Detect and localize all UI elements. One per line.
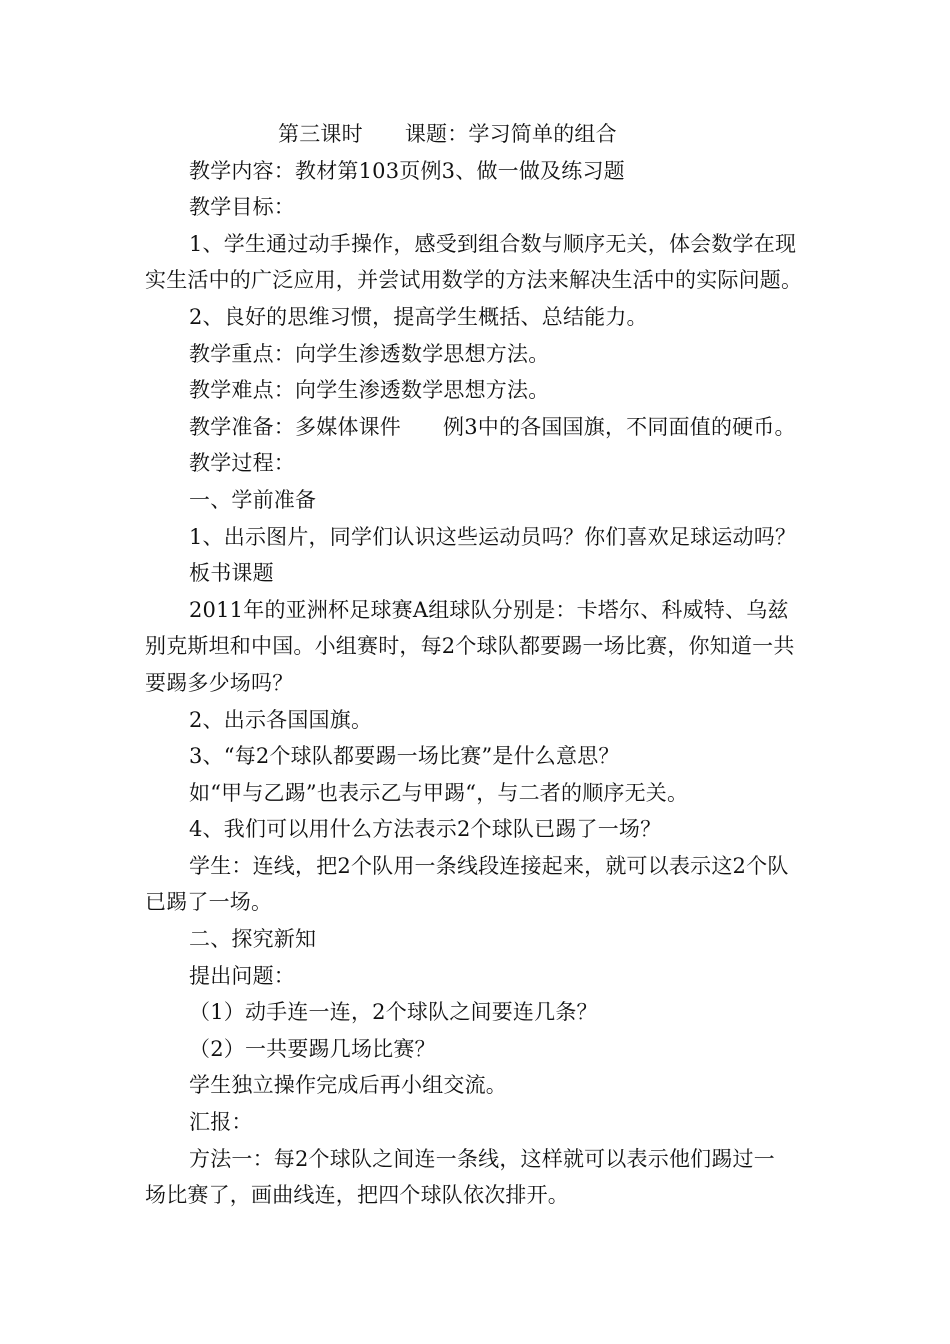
report-heading: 汇报： [189, 1110, 253, 1135]
teaching-difficulty: 教学难点：向学生渗透数学思想方法。 [189, 378, 550, 403]
teaching-content: 教学内容：教材第103页例3、做一做及练习题 [189, 158, 625, 183]
teaching-goals-heading: 教学目标： [189, 195, 295, 220]
intro-paragraph-line-1: 2011年的亚洲杯足球赛A组球队分别是：卡塔尔、科威特、乌兹 [189, 597, 789, 622]
ask-questions-heading: 提出问题： [189, 963, 295, 988]
student-answer-line-1: 学生：连线，把2个队用一条线段连接起来，就可以表示这2个队 [189, 853, 789, 878]
goal-2: 2、良好的思维习惯，提高学生概括、总结能力。 [189, 304, 648, 329]
step-2: 2、出示各国国旗。 [189, 707, 373, 732]
step-1: 1、出示图片，同学们认识这些运动员吗？你们喜欢足球运动吗？ [189, 524, 797, 549]
teaching-key-point: 教学重点：向学生渗透数学思想方法。 [189, 341, 550, 366]
lesson-number: 第三课时 [278, 122, 363, 146]
preparation-part-1: 教学准备：多媒体课件 [189, 414, 401, 439]
example-line: 如“甲与乙踢”也表示乙与甲踢“，与二者的顺序无关。 [189, 780, 689, 805]
section-1-heading: 一、学前准备 [189, 487, 317, 512]
step-3: 3、“每2个球队都要踢一场比赛”是什么意思？ [189, 744, 620, 769]
method-1-line-2: 场比赛了，画曲线连，把四个球队依次排开。 [145, 1183, 569, 1208]
lesson-title [145, 116, 815, 153]
intro-paragraph-line-2: 别克斯坦和中国。小组赛时，每2个球队都要踢一场比赛，你知道一共 [145, 634, 795, 659]
question-2: （2）一共要踢几场比赛？ [189, 1036, 436, 1061]
goal-1-line-2: 实生活中的广泛应用，并尝试用数学的方法来解决生活中的实际问题。 [145, 268, 803, 293]
teaching-process-heading: 教学过程： [189, 451, 295, 476]
question-1: （1）动手连一连，2个球队之间要连几条？ [189, 1000, 598, 1025]
method-1-line-1: 方法一：每2个球队之间连一条线，这样就可以表示他们踢过一 [189, 1146, 775, 1171]
student-answer-line-2: 已踢了一场。 [145, 890, 273, 915]
preparation-part-2: 例3中的各国国旗，不同面值的硬币。 [443, 414, 796, 439]
lesson-plan-body [145, 116, 815, 1214]
intro-paragraph-line-3: 要踢多少场吗？ [145, 670, 294, 695]
section-2-heading: 二、探究新知 [189, 927, 317, 952]
board-title: 板书课题 [189, 561, 274, 586]
goal-1-line-1: 1、学生通过动手操作，感受到组合数与顺序无关，体会数学在现 [189, 231, 797, 256]
teaching-preparation [145, 409, 815, 446]
step-4: 4、我们可以用什么方法表示2个球队已踢了一场？ [189, 817, 662, 842]
lesson-topic: 课题：学习简单的组合 [404, 122, 617, 146]
independent-work: 学生独立操作完成后再小组交流。 [189, 1073, 507, 1098]
